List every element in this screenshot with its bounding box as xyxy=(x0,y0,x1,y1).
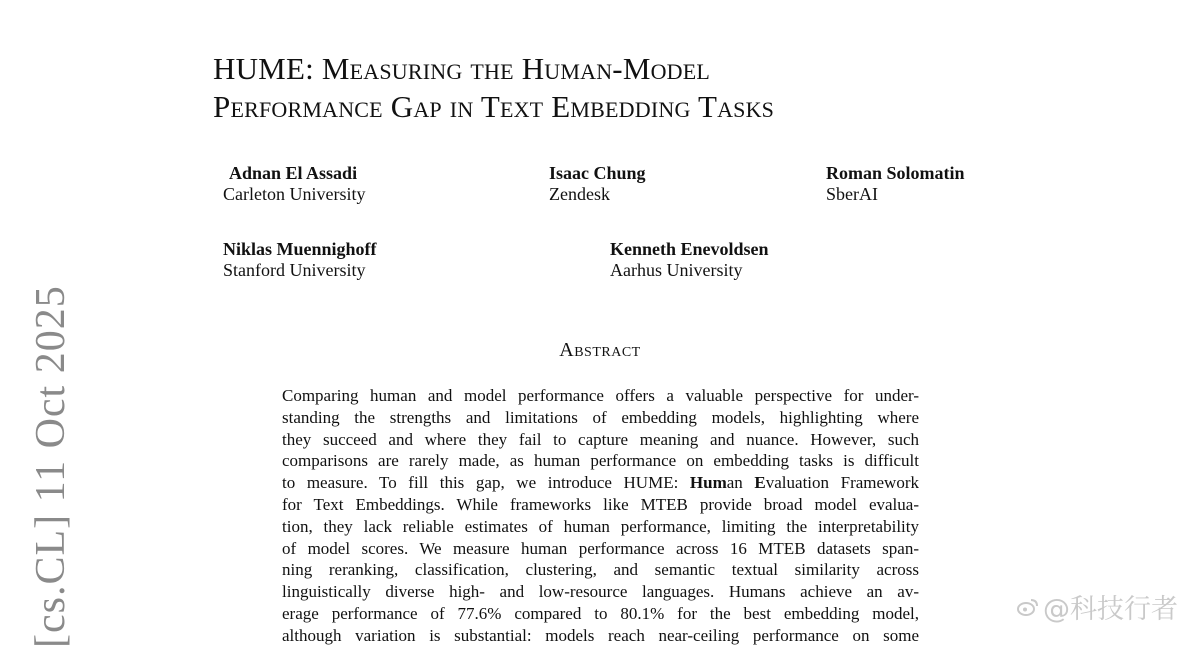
acronym-bold-e: E xyxy=(754,473,766,493)
paper-title-line-2: Performance Gap in Text Embedding Tasks xyxy=(213,89,775,124)
abstract-line: they succeed and where they fail to capture meaning and nuance. However, such xyxy=(282,429,919,449)
abstract-line: of model scores. We measure human performance across 16 MTEB datasets span- xyxy=(282,538,919,558)
author-affiliation: Aarhus University xyxy=(610,260,743,280)
author-name: Adnan El Assadi xyxy=(229,163,358,183)
author-affiliation: SberAI xyxy=(826,184,878,204)
abstract-line: standing the strengths and limitations of embedding models, highlighting where xyxy=(282,407,919,427)
abstract-line: for Text Embeddings. While frameworks like MTEB provide broad model evalua- xyxy=(282,494,919,514)
abstract-line: Comparing human and model performance offers a valuable perspective for under- xyxy=(282,386,919,405)
author-name: Niklas Muennighoff xyxy=(223,239,377,259)
author-name: Isaac Chung xyxy=(549,163,646,183)
acronym-text-an: an xyxy=(726,473,755,493)
author-block xyxy=(549,163,646,205)
abstract-line: ning reranking, classification, clustering, and semantic textual similarity across xyxy=(282,560,919,580)
abstract-line: tion, they lack reliable estimates of human performance, limiting the interpretability xyxy=(282,516,919,536)
author-name: Roman Solomatin xyxy=(826,163,965,183)
paper-title-line-1: HUME: Measuring the Human-Model xyxy=(213,51,711,86)
weibo-logo-icon xyxy=(1017,597,1039,617)
author-block xyxy=(223,163,366,205)
author-block xyxy=(223,239,377,281)
abstract-line: erage performance of 77.6% compared to 80.1% for the best embedding model, xyxy=(282,603,919,623)
abstract-line: linguistically diverse high- and low-resource languages. Humans achieve an av- xyxy=(282,582,919,602)
abstract-line-text: to measure. To fill this gap, we introduce HUME: xyxy=(282,473,690,493)
paper-title xyxy=(213,50,1113,126)
author-affiliation: Carleton University xyxy=(223,184,366,204)
watermark-text: @科技行者 xyxy=(1043,594,1178,625)
author-affiliation: Zendesk xyxy=(549,184,610,204)
abstract-line-acronym xyxy=(282,472,919,494)
author-block xyxy=(610,239,769,281)
author-block xyxy=(826,163,965,205)
acronym-bold-hum: Hum xyxy=(689,473,727,493)
abstract-heading xyxy=(0,339,1200,362)
arxiv-sidebar-stamp: [cs.CL] 11 Oct 2025 xyxy=(28,285,74,648)
acronym-text-rest: valuation Framework xyxy=(765,473,919,493)
author-affiliation: Stanford University xyxy=(223,260,366,280)
abstract-heading-text: Abstract xyxy=(559,339,641,361)
author-name: Kenneth Enevoldsen xyxy=(610,239,769,259)
abstract-line: although variation is substantial: models reach near-ceiling performance on some xyxy=(282,625,919,645)
abstract-body xyxy=(282,385,919,647)
abstract-line: comparisons are rarely made, as human performance on embedding tasks is difficult xyxy=(282,451,919,471)
watermark xyxy=(1017,587,1178,626)
